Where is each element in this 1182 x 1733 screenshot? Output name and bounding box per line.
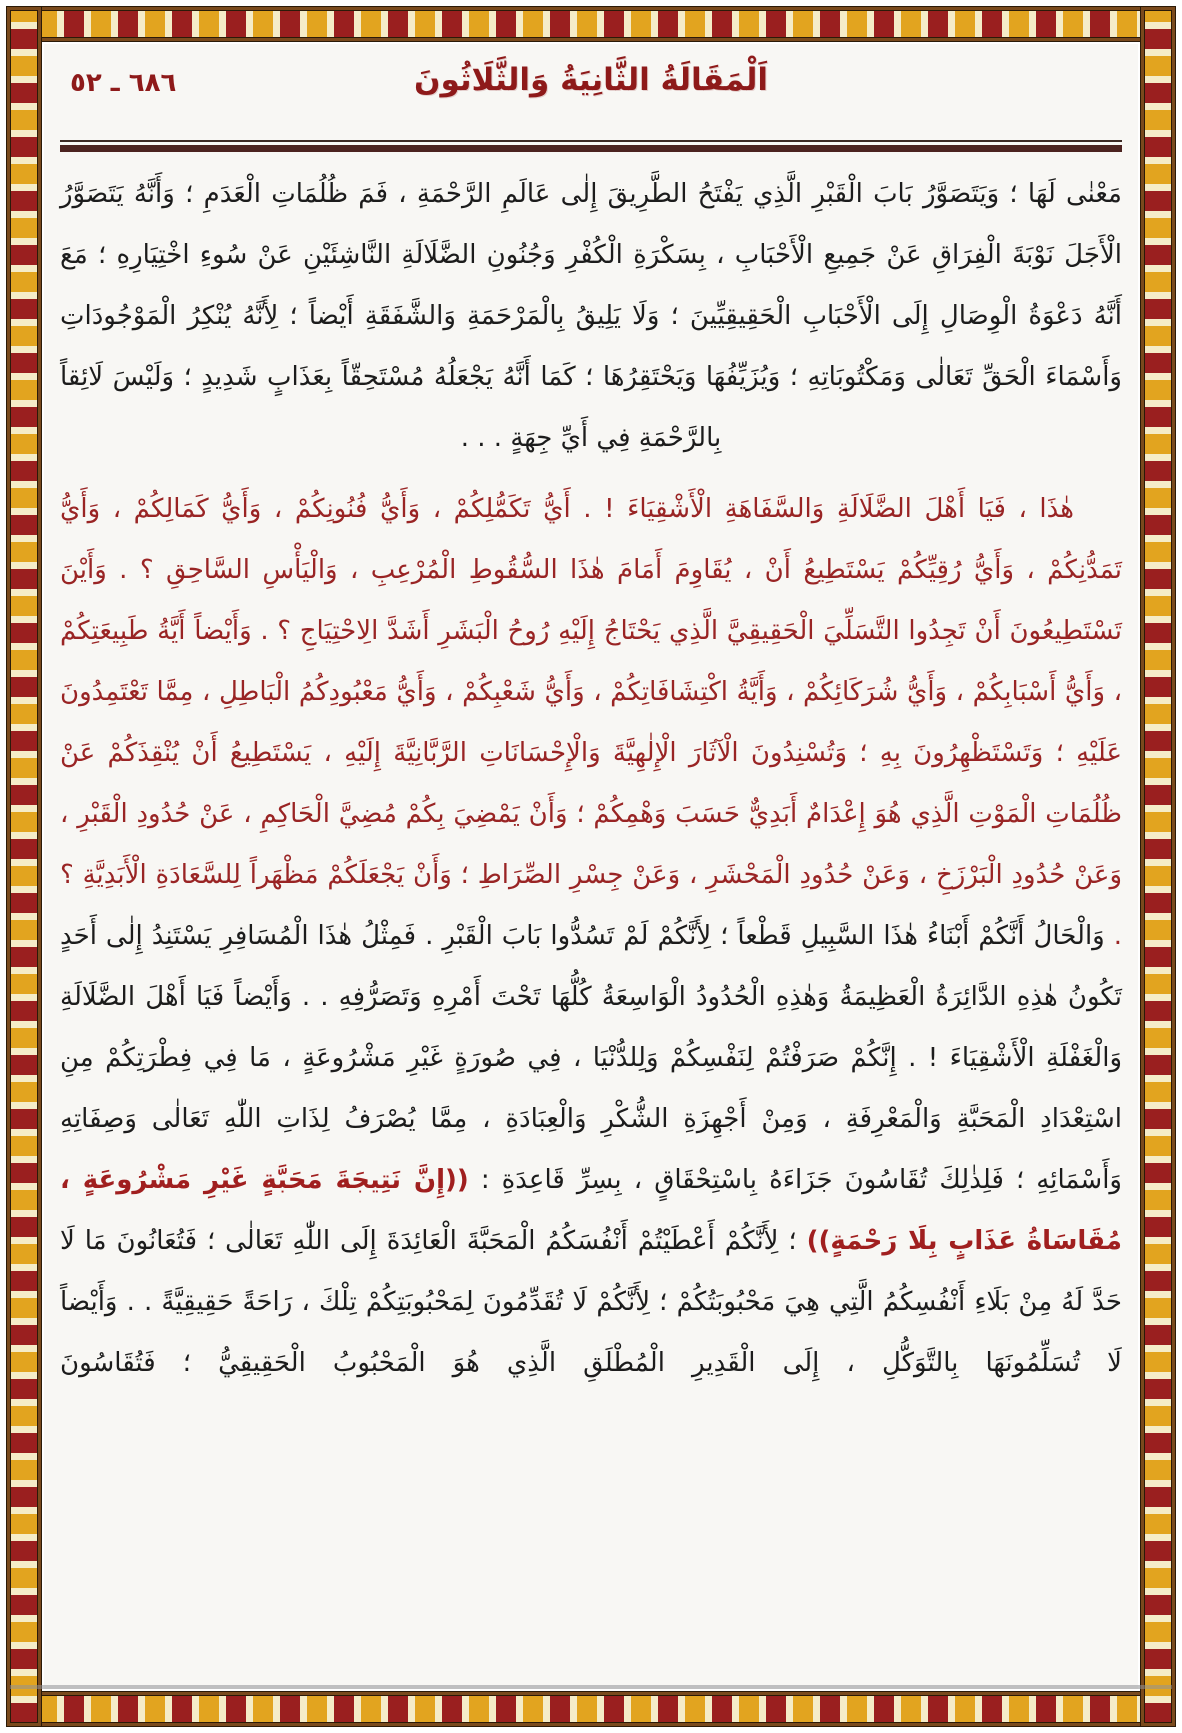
chapter-title: اَلْمَقَالَةُ الثَّانِيَةُ وَالثَّلَاثُونَ — [414, 62, 768, 98]
border-chain-left — [7, 7, 41, 1726]
text-red-address: هٰذَا ، فَيَا أَهْلَ الضَّلَالَةِ وَالسَّفَاهَةِ الْأَشْقِيَاءَ ! . أَيُّ تَكَمُّلِكُمْ ، وَأَيُّ فُنُونِكُمْ ، وَأَيُّ كَمَالِكُمْ ، وَأَيُّ تَمَدُّنِكُمْ ، وَأَيُّ رُقِيِّكُمْ يَسْتَطِيعُ أَنْ ، يُقَاوِمَ أَمَامَ هٰذَا السُّقُوطِ الْمُرْعِبِ ، وَالْيَأْسِ السَّاحِقِ ؟ . وَأَيْنَ تَسْتَطِيعُونَ أَنْ تَجِدُوا التَّسَلِّيَ الْحَقِيقِيَّ الَّذِي يَحْتَاجُ إِلَيْهِ رُوحُ الْبَشَرِ أَشَدَّ الِاحْتِيَاجِ ؟ . وَأَيْضاً أَيَّةُ طَبِيعَتِكُمْ ، وَأَيُّ أَسْبَابِكُمْ ، وَأَيُّ شُرَكَائِكُمْ ، وَأَيَّةُ اكْتِشَافَاتِكُمْ ، وَأَيُّ شَعْبِكُمْ ، وَأَيُّ مَعْبُودِكُمُ الْبَاطِلِ ، مِمَّا تَعْتَمِدُونَ عَلَيْهِ ؛ وَتَسْتَظْهِرُونَ بِهِ ؛ وَتُسْنِدُونَ الْآثَارَ الْإِلٰهِيَّةَ وَالْإِحْسَانَاتِ الرَّبَّانِيَّةَ إِلَيْهِ ، يَسْتَطِيعُ أَنْ يُنْقِذَكُمْ عَنْ ظُلُمَاتِ الْمَوْتِ الَّذِي هُوَ إِعْدَامٌ أَبَدِيٌّ حَسَبَ وَهْمِكُمْ ؛ وَأَنْ يَمْضِيَ بِكُمْ مُضِيَّ الْحَاكِمِ ، عَنْ حُدُودِ الْقَبْرِ ، وَعَنْ حُدُودِ الْبَرْزَخِ ، وَعَنْ حُدُودِ الْمَحْشَرِ ، وَعَنْ جِسْرِ الصِّرَاطِ ؛ وَأَنْ يَجْعَلَكُمْ مَظْهَراً لِلسَّعَادَةِ الْأَبَدِيَّةِ ؟ . — [60, 494, 1122, 951]
text-red-quote-maxim: ((إِنَّ نَتِيجَةَ مَحَبَّةٍ غَيْرِ مَشْرُوعَةٍ ، مُقَاسَاةُ عَذَابٍ بِلَا رَحْمَةٍ)) — [60, 1165, 1122, 1256]
header-rule — [60, 140, 1122, 152]
page-header — [60, 62, 1122, 126]
text-black-closing: ؛ لِأَنَّكُمْ أَعْطَيْتُمْ أَنْفُسَكُمُ الْمَحَبَّةَ الْعَائِدَةَ إِلَى اللّٰهِ تَعَالٰى ؛ فَتُعَانُونَ مَا لَا حَدَّ لَهُ مِنْ بَلَاءِ أَنْفُسِكُمُ الَّتِي هِيَ مَحْبُوبَتُكُمْ ؛ لِأَنَّكُمْ لَا تُقَدِّمُونَ لِمَحْبُوبَتِكُمْ تِلْكَ ، رَاحَةً حَقِيقِيَّةً . . وَأَيْضاً لَا تُسَلِّمُونَهَا بِالتَّوَكُّلِ ، إِلَى الْقَدِيرِ الْمُطْلَقِ الَّذِي هُوَ الْمَحْبُوبُ الْحَقِيقِيُّ ؛ فَتُقَاسُونَ — [60, 1226, 1122, 1378]
page-number: ٦٨٦ ـ ٥٢ — [70, 68, 177, 98]
header-rule-thick — [60, 145, 1122, 152]
scan-shadow-line — [10, 1685, 1172, 1689]
border-chain-right — [1141, 7, 1175, 1726]
paragraph-address — [60, 479, 1122, 1394]
border-chain-top — [7, 7, 1175, 41]
paragraph-opening: مَعْنٰى لَهَا ؛ وَيَتَصَوَّرُ بَابَ الْقَبْرِ الَّذِي يَفْتَحُ الطَّرِيقَ إِلٰى عَالَمِ الرَّحْمَةِ ، فَمَ ظُلُمَاتِ الْعَدَمِ ؛ وَأَنَّهُ يَتَصَوَّرُ الْأَجَلَ نَوْبَةَ الْفِرَاقِ عَنْ جَمِيعِ الْأَحْبَابِ ، بِسَكْرَةِ الْكُفْرِ وَجُنُونِ الضَّلَالَةِ النَّاشِئَيْنِ عَنْ سُوءِ اخْتِيَارِهِ ؛ مَعَ أَنَّهُ دَعْوَةُ الْوِصَالِ إِلَى الْأَحْبَابِ الْحَقِيقِيِّينَ ؛ وَلَا يَلِيقُ بِالْمَرْحَمَةِ وَالشَّفَقَةِ أَيْضاً ؛ لِأَنَّهُ يُنْكِرُ الْمَوْجُودَاتِ وَأَسْمَاءَ الْحَقِّ تَعَالٰى وَمَكْتُوبَاتِهِ ؛ وَيُزَيِّفُهَا وَيَحْتَقِرُهَا ؛ كَمَا أَنَّهُ يَجْعَلُهُ مُسْتَحِقّاً بِعَذَابٍ شَدِيدٍ ؛ وَلَيْسَ لَائِقاً بِالرَّحْمَةِ فِي أَيِّ جِهَةٍ . . . — [60, 179, 1122, 453]
page-content — [60, 62, 1122, 1394]
text-black-continuation: وَالْحَالُ أَنَّكُمْ أَبْنَاءُ هٰذَا السَّبِيلِ قَطْعاً ؛ لِأَنَّكُمْ لَمْ تَسُدُّوا بَابَ الْقَبْرِ . فَمِثْلُ هٰذَا الْمُسَافِرِ يَسْتَنِدُ إِلٰى أَحَدٍ تَكُونُ هٰذِهِ الدَّائِرَةُ الْعَظِيمَةُ وَهٰذِهِ الْحُدُودُ الْوَاسِعَةُ كُلُّهَا تَحْتَ أَمْرِهِ وَتَصَرُّفِهِ . . وَأَيْضاً فَيَا أَهْلَ الضَّلَالَةِ وَالْغَفْلَةِ الْأَشْقِيَاءَ ! . إِنَّكُمْ صَرَفْتُمْ لِنَفْسِكُمْ وَلِلدُّنْيَا ، فِي صُورَةٍ غَيْرِ مَشْرُوعَةٍ ، مَا فِي فِطْرَتِكُمْ مِنِ اسْتِعْدَادِ الْمَحَبَّةِ وَالْمَعْرِفَةِ ، وَمِنْ أَجْهِزَةِ الشُّكْرِ وَالْعِبَادَةِ ، مِمَّا يُصْرَفُ لِذَاتِ اللّٰهِ تَعَالٰى وَصِفَاتِهِ وَأَسْمَائِهِ ؛ فَلِذٰلِكَ تُقَاسُونَ جَزَاءَهُ بِاسْتِحْقَاقٍ ، بِسِرِّ قَاعِدَةِ : — [60, 921, 1122, 1195]
header-rule-thin — [60, 140, 1122, 142]
body-text — [60, 164, 1122, 1394]
border-chain-bottom — [7, 1692, 1175, 1726]
